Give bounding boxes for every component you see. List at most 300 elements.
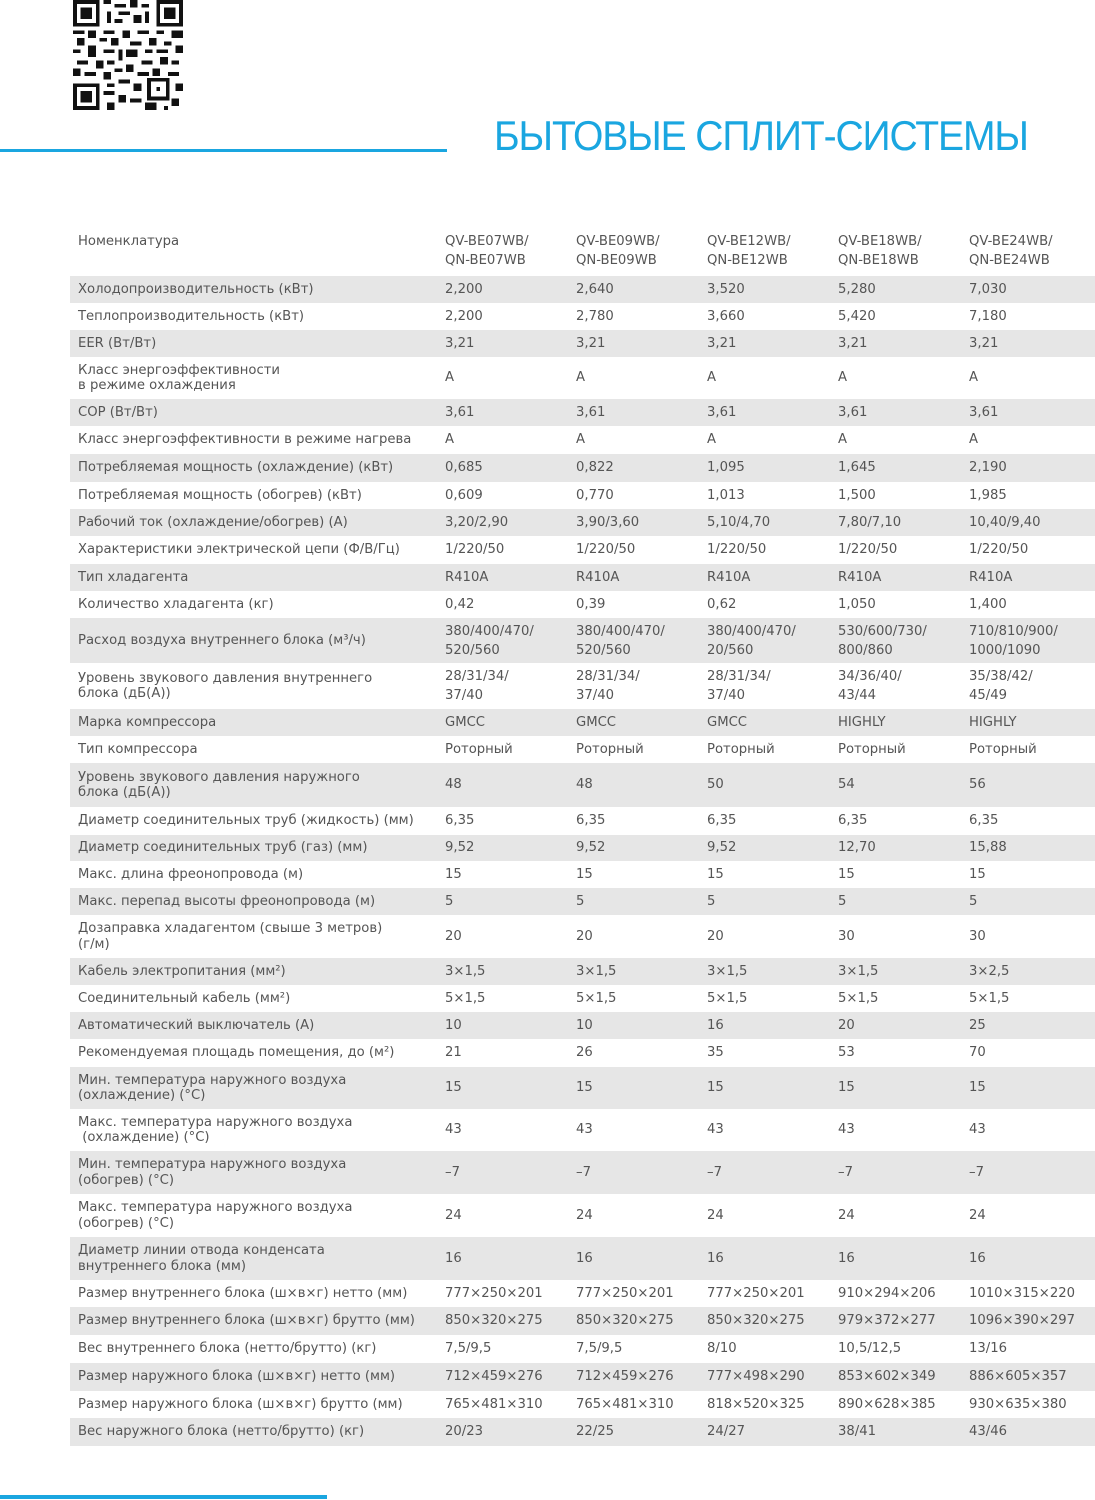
table-row — [70, 482, 1095, 509]
cell-value: 9,52 — [568, 835, 699, 861]
table-row — [70, 1280, 1095, 1307]
cell-value: 20/23 — [437, 1418, 568, 1446]
cell-value: 1,985 — [969, 487, 1007, 503]
cell-value: 8/10 — [707, 1341, 737, 1357]
row-label — [70, 1109, 437, 1151]
cell-value: –7 — [437, 1151, 568, 1194]
cell-value: 818×520×325 — [707, 1396, 805, 1412]
cell-value-line: 28/31/34/ — [707, 669, 771, 684]
cell-value: 0,770 — [576, 487, 614, 503]
row-label-line: Диаметр соединительных труб (газ) (мм) — [78, 840, 368, 856]
cell-value: 890×628×385 — [838, 1396, 936, 1412]
table-row — [70, 1067, 1095, 1109]
row-label-line: Вес внутреннего блока (нетто/брутто) (кг) — [78, 1341, 377, 1357]
cell-value: 20 — [445, 928, 462, 944]
row-label-line: EER (Вт/Вт) — [78, 335, 157, 351]
cell-value: 3×1,5 — [437, 958, 568, 985]
row-label-line: (обогрев) (°C) — [78, 1172, 175, 1188]
cell-value — [437, 618, 568, 663]
table-row — [70, 1418, 1095, 1446]
cell-value: 26 — [576, 1045, 593, 1061]
model-name-line: QN-BE12WB — [707, 253, 788, 268]
cell-value: 3,660 — [707, 308, 745, 324]
cell-value: 1/220/50 — [707, 542, 767, 558]
table-row — [70, 807, 1095, 835]
cell-value: 3×2,5 — [961, 958, 1095, 985]
cell-value: 0,822 — [568, 454, 699, 482]
cell-value: 5,280 — [830, 276, 961, 303]
table-row — [70, 1237, 1095, 1280]
cell-value: 1,500 — [838, 487, 876, 503]
cell-value: 10,5/12,5 — [838, 1341, 902, 1357]
row-label-line: Размер наружного блока (ш×в×г) брутто (мм) — [78, 1396, 403, 1412]
cell-value: 850×320×275 — [437, 1307, 568, 1335]
row-label-line: Теплопроизводительность (кВт) — [78, 308, 305, 324]
cell-value: 1/220/50 — [969, 542, 1029, 558]
cell-value: 1,400 — [969, 596, 1007, 612]
cell-value: 777×250×201 — [576, 1285, 674, 1301]
cell-value-line: 28/31/34/ — [445, 669, 509, 684]
row-label — [70, 1067, 437, 1109]
cell-value: 3×1,5 — [699, 958, 830, 985]
cell-value: 5 — [830, 888, 961, 915]
cell-value: 43 — [445, 1122, 462, 1138]
cell-value: 3,21 — [699, 330, 830, 357]
row-label-line: Марка компрессора — [78, 714, 217, 730]
row-label — [70, 1151, 437, 1194]
cell-value-line: 45/49 — [969, 688, 1008, 703]
cell-value: 3,61 — [568, 399, 699, 426]
cell-value: 5,420 — [838, 308, 876, 324]
cell-value: 6,35 — [445, 813, 475, 829]
row-label — [70, 330, 437, 357]
cell-value: 20 — [707, 928, 724, 944]
cell-value: 6,35 — [576, 813, 606, 829]
cell-value-line: 520/560 — [576, 642, 631, 658]
row-label — [70, 454, 437, 482]
cell-value-line: 37/40 — [707, 688, 746, 703]
row-label-line: внутреннего блока (мм) — [78, 1258, 246, 1274]
cell-value — [699, 618, 830, 663]
cell-value: 7,80/7,10 — [830, 509, 961, 536]
footer-divider — [0, 1495, 327, 1499]
row-label-line: Рекомендуемая площадь помещения, до (м²) — [78, 1045, 395, 1061]
header-divider — [0, 149, 447, 152]
cell-value: 16 — [961, 1237, 1095, 1280]
cell-value: 22/25 — [568, 1418, 699, 1446]
cell-value-line: 380/400/470/ — [707, 623, 796, 639]
cell-value-line: 710/810/900/ — [969, 623, 1058, 639]
page-title: БЫТОВЫЕ СПЛИТ-СИСТЕМЫ — [494, 112, 1028, 159]
cell-value: R410A — [961, 564, 1095, 591]
table-row — [70, 861, 1095, 888]
cell-value: 30 — [969, 928, 986, 944]
cell-value: Роторный — [969, 741, 1037, 757]
table-row — [70, 1307, 1095, 1335]
cell-value: R410A — [699, 564, 830, 591]
cell-value: 2,200 — [445, 308, 483, 324]
model-header — [961, 228, 1095, 276]
cell-value: 886×605×357 — [961, 1363, 1095, 1391]
cell-value: 15 — [961, 1067, 1095, 1109]
row-label — [70, 763, 437, 807]
row-label — [70, 985, 437, 1012]
cell-value: 43 — [576, 1122, 593, 1138]
row-label — [70, 1280, 437, 1307]
cell-value: 850×320×275 — [568, 1307, 699, 1335]
cell-value: 13/16 — [969, 1341, 1008, 1357]
row-label — [70, 958, 437, 985]
cell-value: 3,61 — [830, 399, 961, 426]
row-label-line: Диаметр линии отвода конденсата — [78, 1243, 325, 1258]
cell-value: R410A — [568, 564, 699, 591]
cell-value: 1,050 — [838, 596, 876, 612]
cell-value: 24 — [838, 1207, 855, 1223]
row-label — [70, 509, 437, 536]
cell-value-line: 380/400/470/ — [445, 623, 534, 639]
cell-value: 7,5/9,5 — [576, 1341, 623, 1357]
row-label-line: (обогрев) (°C) — [78, 1215, 175, 1231]
cell-value: 7,180 — [969, 308, 1007, 324]
row-label-line: Автоматический выключатель (А) — [78, 1017, 315, 1033]
table-row — [70, 1039, 1095, 1067]
model-name-line: QN-BE07WB — [445, 253, 526, 268]
cell-value: –7 — [699, 1151, 830, 1194]
table-row — [70, 709, 1095, 736]
table-row — [70, 1194, 1095, 1237]
cell-value: 910×294×206 — [838, 1285, 936, 1301]
table-row — [70, 1391, 1095, 1418]
cell-value: 3,61 — [437, 399, 568, 426]
cell-value: 15 — [969, 866, 986, 882]
table-row — [70, 736, 1095, 763]
cell-value: A — [707, 370, 717, 386]
cell-value: GMCC — [699, 709, 830, 736]
row-label-line: Размер внутреннего блока (ш×в×г) брутто (мм) — [78, 1313, 415, 1329]
model-header — [830, 228, 961, 276]
row-label-line: Уровень звукового давления внутреннего — [78, 670, 373, 686]
row-label-line: (охлаждение) (°C) — [78, 1130, 210, 1145]
table-row — [70, 399, 1095, 426]
cell-value: 2,780 — [576, 308, 614, 324]
table-row — [70, 357, 1095, 399]
model-name-line: QN-BE24WB — [969, 253, 1050, 268]
row-label — [70, 736, 437, 763]
row-label — [70, 357, 437, 399]
cell-value: 15 — [699, 1067, 830, 1109]
table-header-row — [70, 228, 1095, 276]
cell-value: 43 — [707, 1122, 724, 1138]
row-label-line: Класс энергоэффективности в режиме нагрева — [78, 432, 412, 448]
cell-value: 3,21 — [961, 330, 1095, 357]
cell-value: 25 — [961, 1012, 1095, 1039]
cell-value: 1010×315×220 — [969, 1285, 1076, 1301]
row-label — [70, 303, 437, 330]
cell-value: 7,030 — [961, 276, 1095, 303]
cell-value-line: 37/40 — [445, 688, 484, 703]
cell-value: 15 — [838, 866, 855, 882]
table-row — [70, 663, 1095, 709]
row-label-line: Холодопроизводительность (кВт) — [78, 281, 314, 297]
cell-value: 53 — [838, 1045, 855, 1061]
cell-value — [699, 663, 830, 709]
cell-value: Роторный — [838, 741, 906, 757]
model-name-line: QN-BE09WB — [576, 253, 657, 268]
cell-value-line: 28/31/34/ — [576, 669, 640, 684]
model-name-line: QV-BE07WB/ — [445, 234, 529, 249]
cell-value: A — [445, 370, 455, 386]
row-label — [70, 618, 437, 663]
cell-value — [830, 618, 961, 663]
row-label-line: блока (дБ(А)) — [78, 686, 171, 701]
cell-value: 38/41 — [830, 1418, 961, 1446]
cell-value: 43 — [969, 1122, 986, 1138]
table-row — [70, 426, 1095, 454]
model-header — [568, 228, 699, 276]
row-label-line: Расход воздуха внутреннего блока (м³/ч) — [78, 632, 366, 648]
cell-value: 0,685 — [437, 454, 568, 482]
cell-value: –7 — [830, 1151, 961, 1194]
cell-value: 48 — [568, 763, 699, 807]
cell-value: A — [707, 432, 717, 448]
cell-value: Роторный — [707, 741, 775, 757]
cell-value-line: 43/44 — [838, 688, 877, 703]
cell-value-line: 1000/1090 — [969, 642, 1041, 658]
cell-value: 9,52 — [699, 835, 830, 861]
cell-value: 1,645 — [830, 454, 961, 482]
row-label-line: Мин. температура наружного воздуха — [78, 1072, 347, 1088]
cell-value: 777×250×201 — [707, 1285, 805, 1301]
cell-value: 54 — [830, 763, 961, 807]
row-label-line: Тип компрессора — [78, 741, 198, 757]
row-label — [70, 1391, 437, 1418]
model-name-line: QV-BE12WB/ — [707, 234, 791, 249]
cell-value: 9,52 — [437, 835, 568, 861]
row-label — [70, 1194, 437, 1237]
cell-value — [437, 663, 568, 709]
cell-value: 3,61 — [961, 399, 1095, 426]
cell-value: 6,35 — [838, 813, 868, 829]
model-name-line: QV-BE09WB/ — [576, 234, 660, 249]
row-label — [70, 1307, 437, 1335]
cell-value: 712×459×276 — [437, 1363, 568, 1391]
cell-value: 16 — [699, 1012, 830, 1039]
table-row — [70, 618, 1095, 663]
header-label: Номенклатура — [78, 234, 180, 249]
table-row — [70, 303, 1095, 330]
table-row — [70, 763, 1095, 807]
row-label-line: Вес наружного блока (нетто/брутто) (кг) — [78, 1424, 365, 1440]
table-row — [70, 330, 1095, 357]
row-label — [70, 426, 437, 454]
row-label-line: Класс энергоэффективности — [78, 362, 280, 378]
cell-value: 712×459×276 — [568, 1363, 699, 1391]
cell-value: HIGHLY — [961, 709, 1095, 736]
table-row — [70, 1151, 1095, 1194]
table-row — [70, 1012, 1095, 1039]
cell-value: 5×1,5 — [576, 990, 617, 1006]
row-label-line: (охлаждение) (°C) — [78, 1088, 206, 1103]
cell-value: Роторный — [576, 741, 644, 757]
cell-value-line: 20/560 — [707, 642, 754, 658]
table-row — [70, 1109, 1095, 1151]
row-label — [70, 536, 437, 564]
row-label — [70, 1039, 437, 1067]
row-label — [70, 861, 437, 888]
cell-value: 2,190 — [961, 454, 1095, 482]
cell-value: 3,90/3,60 — [568, 509, 699, 536]
model-header — [699, 228, 830, 276]
row-label-line: Макс. температура наружного воздуха — [78, 1200, 353, 1215]
table-row — [70, 888, 1095, 915]
cell-value: 777×498×290 — [699, 1363, 830, 1391]
cell-value: 16 — [699, 1237, 830, 1280]
row-label-line: Кабель электропитания (мм²) — [78, 963, 286, 979]
cell-value: 5 — [699, 888, 830, 915]
cell-value: 15 — [830, 1067, 961, 1109]
row-label — [70, 1418, 437, 1446]
cell-value: 1,013 — [707, 487, 745, 503]
cell-value: 5 — [437, 888, 568, 915]
cell-value: 21 — [445, 1045, 462, 1061]
cell-value: A — [969, 432, 979, 448]
cell-value: 56 — [961, 763, 1095, 807]
cell-value: 5 — [568, 888, 699, 915]
cell-value: 10 — [437, 1012, 568, 1039]
cell-value-line: 35/38/42/ — [969, 669, 1033, 684]
cell-value: 5×1,5 — [707, 990, 748, 1006]
table-row — [70, 276, 1095, 303]
cell-value: 850×320×275 — [699, 1307, 830, 1335]
cell-value: 7,5/9,5 — [445, 1341, 492, 1357]
cell-value: 50 — [699, 763, 830, 807]
cell-value: R410A — [437, 564, 568, 591]
row-label-line: COP (Вт/Вт) — [78, 404, 158, 420]
cell-value: 24/27 — [699, 1418, 830, 1446]
cell-value: 15 — [576, 866, 593, 882]
row-label-line: Макс. длина фреонопровода (м) — [78, 866, 304, 882]
cell-value: A — [445, 432, 455, 448]
cell-value: 10,40/9,40 — [961, 509, 1095, 536]
table-row — [70, 454, 1095, 482]
row-label-line: Мин. температура наружного воздуха — [78, 1157, 347, 1172]
row-label — [70, 888, 437, 915]
cell-value: 6,35 — [969, 813, 999, 829]
cell-value: 15 — [707, 866, 724, 882]
cell-value — [961, 663, 1095, 709]
cell-value: Роторный — [445, 741, 513, 757]
model-name-line: QN-BE18WB — [838, 253, 919, 268]
row-label-line: Потребляемая мощность (обогрев) (кВт) — [78, 487, 362, 503]
row-label-line: Соединительный кабель (мм²) — [78, 990, 291, 1006]
table-row — [70, 985, 1095, 1012]
cell-value: 5×1,5 — [445, 990, 486, 1006]
cell-value: 1,095 — [699, 454, 830, 482]
row-label — [70, 1237, 437, 1280]
row-label — [70, 591, 437, 618]
cell-value: 6,35 — [707, 813, 737, 829]
cell-value: 3,21 — [437, 330, 568, 357]
cell-value: 0,609 — [445, 487, 483, 503]
cell-value: 3,520 — [699, 276, 830, 303]
row-label — [70, 915, 437, 958]
cell-value: 12,70 — [830, 835, 961, 861]
cell-value: A — [969, 370, 979, 386]
row-label-line: Макс. перепад высоты фреонопровода (м) — [78, 893, 376, 909]
cell-value: 5,10/4,70 — [699, 509, 830, 536]
cell-value: HIGHLY — [830, 709, 961, 736]
row-label-line: Дозаправка хладагентом (свыше 3 метров) — [78, 921, 383, 936]
cell-value: 15,88 — [961, 835, 1095, 861]
model-name-line: QV-BE24WB/ — [969, 234, 1053, 249]
spec-table — [70, 228, 1095, 1446]
row-label-line: Количество хладагента (кг) — [78, 596, 274, 612]
table-row — [70, 915, 1095, 958]
cell-value: 1/220/50 — [445, 542, 505, 558]
cell-value: A — [576, 432, 586, 448]
table-row — [70, 835, 1095, 861]
row-label-line: блока (дБ(А)) — [78, 785, 171, 800]
cell-value: 3×1,5 — [830, 958, 961, 985]
model-header — [437, 228, 568, 276]
cell-value: 20 — [576, 928, 593, 944]
cell-value: A — [576, 370, 586, 386]
cell-value: 35 — [707, 1045, 724, 1061]
row-label-line: Размер внутреннего блока (ш×в×г) нетто (мм) — [78, 1285, 408, 1301]
cell-value: 979×372×277 — [830, 1307, 961, 1335]
table-row — [70, 564, 1095, 591]
cell-value: 5×1,5 — [838, 990, 879, 1006]
row-label-line: Уровень звукового давления наружного — [78, 769, 360, 785]
cell-value: A — [838, 432, 848, 448]
cell-value: 3,20/2,90 — [437, 509, 568, 536]
cell-value: 930×635×380 — [969, 1396, 1067, 1412]
row-label-line: (г/м) — [78, 936, 110, 952]
cell-value: 15 — [568, 1067, 699, 1109]
cell-value-line: 530/600/730/ — [838, 623, 927, 639]
cell-value: 0,62 — [707, 596, 737, 612]
row-label — [70, 1012, 437, 1039]
row-label-line: Характеристики электрической цепи (Ф/В/Гц) — [78, 542, 400, 558]
table-row — [70, 1363, 1095, 1391]
row-label — [70, 835, 437, 861]
cell-value: 43 — [838, 1122, 855, 1138]
cell-value: 3,21 — [568, 330, 699, 357]
cell-value: 0,39 — [576, 596, 606, 612]
cell-value-line: 380/400/470/ — [576, 623, 665, 639]
cell-value-line: 520/560 — [445, 642, 500, 658]
cell-value: 24 — [969, 1207, 986, 1223]
row-label-line: Диаметр соединительных труб (жидкость) (мм) — [78, 813, 414, 829]
cell-value: 777×250×201 — [445, 1285, 543, 1301]
cell-value-line: 800/860 — [838, 642, 893, 658]
cell-value: 70 — [969, 1045, 986, 1061]
cell-value: 5 — [961, 888, 1095, 915]
cell-value: 853×602×349 — [830, 1363, 961, 1391]
qr-code-icon — [72, 0, 184, 110]
cell-value: 48 — [437, 763, 568, 807]
cell-value: 15 — [437, 1067, 568, 1109]
row-label-line: Потребляемая мощность (охлаждение) (кВт) — [78, 460, 394, 476]
cell-value: 16 — [437, 1237, 568, 1280]
cell-value: 43/46 — [961, 1418, 1095, 1446]
cell-value: 16 — [568, 1237, 699, 1280]
row-label-line: Тип хладагента — [78, 569, 189, 585]
cell-value: 24 — [445, 1207, 462, 1223]
row-label — [70, 807, 437, 835]
cell-value — [568, 618, 699, 663]
cell-value: 1/220/50 — [838, 542, 898, 558]
